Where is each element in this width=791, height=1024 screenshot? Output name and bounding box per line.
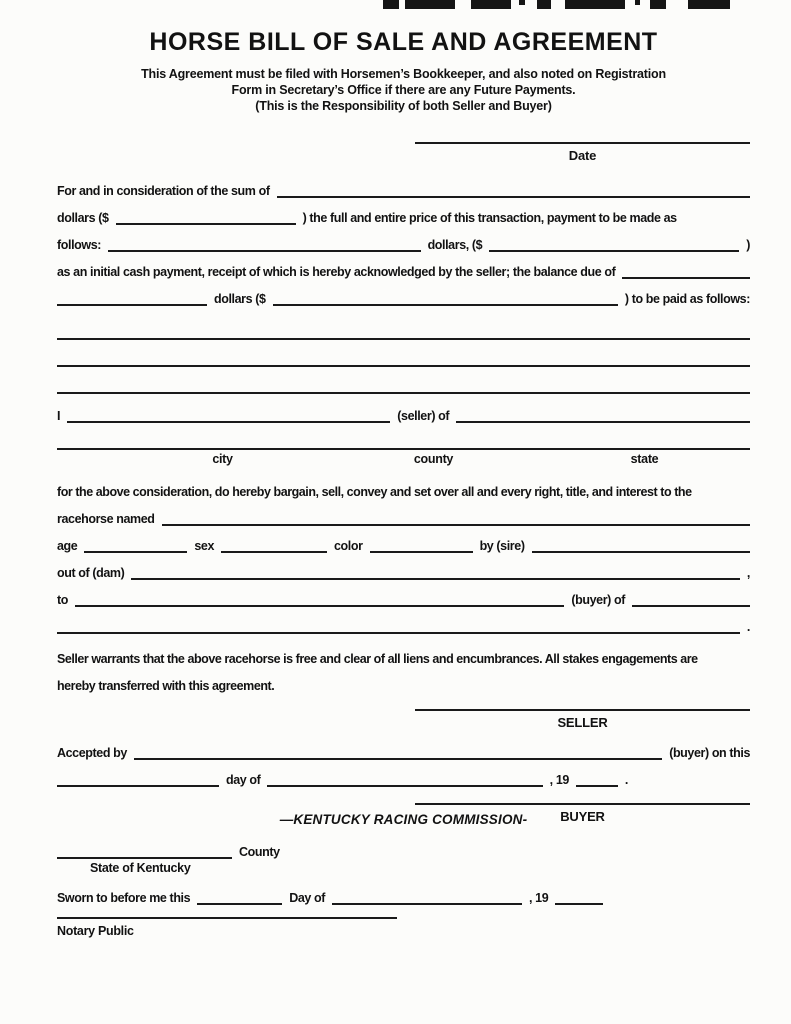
buyer-signature-line[interactable] xyxy=(415,803,750,805)
accepted-by-text: Accepted by xyxy=(57,746,127,760)
sum-intro-text: For and in consideration of the sum of xyxy=(57,184,270,198)
period-text: . xyxy=(746,620,750,634)
dam-blank[interactable] xyxy=(131,562,740,580)
sworn-month-blank[interactable] xyxy=(332,887,522,905)
dollars-paren-text: dollars ($ xyxy=(57,211,109,225)
accepted-year-blank[interactable] xyxy=(576,769,618,787)
row-accepted-date xyxy=(57,767,750,787)
county-label: county xyxy=(413,452,454,466)
state-of-kentucky-text: State of Kentucky xyxy=(90,861,191,875)
accepted-by-blank[interactable] xyxy=(134,742,662,760)
subtitle-line-1: This Agreement must be filed with Horsemen’s Bookkeeper, and also noted on Registration xyxy=(141,67,666,81)
row-follows xyxy=(57,232,750,252)
row-dam xyxy=(57,560,750,580)
row-description xyxy=(57,533,750,553)
close-paren-text: ) xyxy=(746,238,750,252)
comma-19-text: , 19 xyxy=(549,773,569,787)
address-sub-labels xyxy=(57,452,750,468)
row-sum xyxy=(57,178,750,198)
racehorse-name-blank[interactable] xyxy=(162,508,750,526)
comma-19-text-2: , 19 xyxy=(529,891,549,905)
row-county xyxy=(57,839,750,859)
seller-address-blank[interactable] xyxy=(456,405,750,423)
row-price xyxy=(57,205,750,225)
row-buyer-address-2 xyxy=(57,614,750,634)
sex-blank[interactable] xyxy=(221,535,327,553)
payment-terms-blank-3[interactable] xyxy=(57,376,750,394)
warranty-line-2: hereby transferred with this agreement. xyxy=(57,679,275,693)
row-terms-1 xyxy=(57,320,750,340)
payment-terms-blank-1[interactable] xyxy=(57,322,750,340)
row-racehorse xyxy=(57,506,750,526)
state-label: state xyxy=(630,452,659,466)
subtitle-line-2: Form in Secretary’s Office if there are any Future Payments. xyxy=(231,83,576,97)
sire-label: by (sire) xyxy=(479,539,525,553)
balance-figures-blank[interactable] xyxy=(273,288,618,306)
warranty-line-1: Seller warrants that the above racehorse is free and clear of all liens and encumbrances. All stakes engagements are xyxy=(57,652,698,666)
to-label: to xyxy=(57,593,68,607)
buyer-address-blank[interactable] xyxy=(632,589,750,607)
buyer-address-blank-2[interactable] xyxy=(57,616,740,634)
price-clause-text: ) the full and entire price of this transaction, payment to be made as xyxy=(302,211,677,225)
buyer-name-blank[interactable] xyxy=(75,589,564,607)
county-suffix-text: County xyxy=(239,845,280,859)
notary-public-label: Notary Public xyxy=(57,924,134,938)
row-buyer-name xyxy=(57,587,750,607)
sum-amount-figures-blank[interactable] xyxy=(116,207,296,225)
dam-comma-text: , xyxy=(746,566,750,580)
payment-terms-blank-2[interactable] xyxy=(57,349,750,367)
seller-signature-line[interactable] xyxy=(415,709,750,711)
commission-heading: —KENTUCKY RACING COMMISSION- xyxy=(279,812,528,827)
dollars-paren2-text: dollars ($ xyxy=(214,292,266,306)
sire-blank[interactable] xyxy=(532,535,750,553)
dam-label: out of (dam) xyxy=(57,566,125,580)
row-accepted xyxy=(57,740,750,760)
accepted-day-blank[interactable] xyxy=(57,769,219,787)
day-of-cap-text: Day of xyxy=(289,891,325,905)
day-of-text: day of xyxy=(226,773,261,787)
subtitle-line-3: (This is the Responsibility of both Seller and Buyer) xyxy=(255,99,552,113)
sum-amount-words-blank[interactable] xyxy=(277,180,750,198)
row-initial-cash xyxy=(57,259,750,279)
age-blank[interactable] xyxy=(84,535,187,553)
date-line[interactable] xyxy=(415,142,750,144)
page-title: HORSE BILL OF SALE AND AGREEMENT xyxy=(149,28,658,56)
age-label: age xyxy=(57,539,78,553)
seller-city-county-state-blank[interactable] xyxy=(57,432,750,450)
consideration-clause-text: for the above consideration, do hereby bargain, sell, convey and set over all and every right, title, and interest to the xyxy=(57,485,692,499)
date-block xyxy=(415,142,750,164)
row-balance xyxy=(57,286,750,306)
accepted-month-blank[interactable] xyxy=(267,769,542,787)
seller-signature-block xyxy=(415,709,750,731)
follows-label: follows: xyxy=(57,238,102,252)
balance-due-blank[interactable] xyxy=(622,261,750,279)
date-label: Date xyxy=(568,148,597,163)
to-be-paid-text: ) to be paid as follows: xyxy=(624,292,750,306)
racehorse-named-text: racehorse named xyxy=(57,512,155,526)
payment-words-blank[interactable] xyxy=(108,234,421,252)
row-seller-name xyxy=(57,403,750,423)
row-sworn xyxy=(57,885,750,905)
notary-signature-line[interactable] xyxy=(57,917,397,919)
city-label: city xyxy=(212,452,233,466)
seller-i-text: I xyxy=(57,409,61,423)
sworn-year-blank[interactable] xyxy=(555,887,603,905)
buyer-of-text: (buyer) of xyxy=(571,593,625,607)
row-terms-3 xyxy=(57,374,750,394)
row-terms-2 xyxy=(57,347,750,367)
county-blank[interactable] xyxy=(57,841,232,859)
sworn-intro-text: Sworn to before me this xyxy=(57,891,191,905)
seller-of-text: (seller) of xyxy=(397,409,450,423)
color-label: color xyxy=(334,539,363,553)
buyer-on-this-text: (buyer) on this xyxy=(669,746,750,760)
row-seller-address-2 xyxy=(57,430,750,450)
payment-figures-blank[interactable] xyxy=(489,234,739,252)
period2-text: . xyxy=(624,773,628,787)
seller-name-blank[interactable] xyxy=(67,405,390,423)
dollars-comma-paren-text: dollars, ($ xyxy=(427,238,483,252)
sworn-day-blank[interactable] xyxy=(197,887,282,905)
balance-words-blank[interactable] xyxy=(57,288,207,306)
color-blank[interactable] xyxy=(370,535,473,553)
buyer-signature-label: BUYER xyxy=(560,809,605,824)
sex-label: sex xyxy=(194,539,214,553)
seller-signature-label: SELLER xyxy=(557,715,608,730)
initial-cash-clause-text: as an initial cash payment, receipt of which is hereby acknowledged by the seller; the balance due of xyxy=(57,265,616,279)
